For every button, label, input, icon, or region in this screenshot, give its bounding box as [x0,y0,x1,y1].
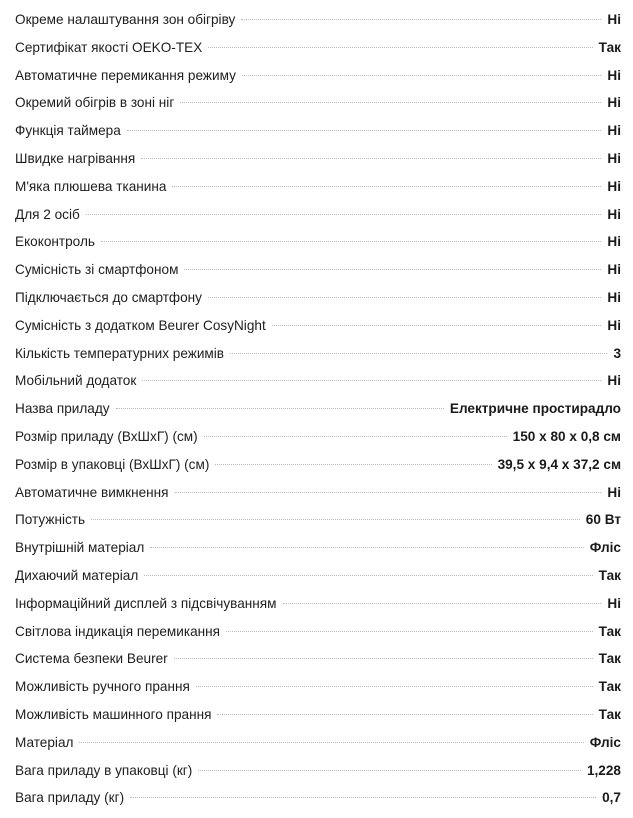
spec-row [15,256,621,284]
spec-row [15,228,621,256]
spec-value: Фліс [589,734,621,750]
spec-row [15,506,621,534]
spec-row [15,395,621,423]
spec-label: Дихаючий матеріал [15,567,139,583]
spec-row [15,590,621,618]
spec-label: Функція таймера [15,123,121,139]
dotted-leader [208,297,601,298]
spec-value: Ні [607,95,621,111]
dotted-leader [272,325,602,326]
spec-row [15,34,621,62]
dotted-leader [175,492,602,493]
spec-row [15,701,621,729]
spec-label: Сумісність з додатком Beurer CosyNight [15,317,266,333]
spec-label: Можливість машинного прання [15,706,212,722]
dotted-leader [180,102,601,103]
spec-value: Ні [607,150,621,166]
spec-label: Інформаційний дисплей з підсвічуванням [15,595,277,611]
spec-label: Розмір в упаковці (ВхШхГ) (см) [15,456,210,472]
dotted-leader [127,130,602,131]
spec-row [15,757,621,785]
dotted-leader [101,241,601,242]
dotted-leader [174,658,593,659]
spec-row [15,423,621,451]
spec-row [15,145,621,173]
spec-row [15,62,621,90]
dotted-leader [242,75,602,76]
spec-label: Розмір приладу (ВхШхГ) (см) [15,428,198,444]
spec-row [15,312,621,340]
spec-row [15,729,621,757]
spec-label: Світлова індикація перемикання [15,623,221,639]
dotted-leader [116,408,444,409]
spec-row [15,284,621,312]
spec-value: Так [598,706,621,722]
spec-row [15,673,621,701]
spec-value: 3 [613,345,621,361]
spec-value: Ні [607,317,621,333]
dotted-leader [130,797,596,798]
spec-value: Ні [607,206,621,222]
dotted-leader [217,714,592,715]
spec-value: Ні [607,262,621,278]
spec-value: Ні [607,595,621,611]
dotted-leader [230,353,607,354]
spec-label: Для 2 осіб [15,206,80,222]
spec-value: Ні [607,484,621,500]
spec-label: Назва приладу [15,401,110,417]
spec-value: Так [598,623,621,639]
dotted-leader [91,519,580,520]
dotted-leader [215,464,491,465]
spec-list [15,6,621,812]
spec-row [15,367,621,395]
spec-row [15,340,621,368]
spec-value: Ні [607,178,621,194]
spec-value: 60 Вт [585,512,621,528]
spec-value: Електричне простирадло [449,401,621,417]
dotted-leader [141,158,601,159]
spec-label: Окремий обігрів в зоні ніг [15,95,175,111]
spec-value: 0,7 [602,790,621,806]
spec-row [15,645,621,673]
spec-label: Кількість температурних режимів [15,345,225,361]
spec-label: Сумісність зі смартфоном [15,262,179,278]
spec-value: Ні [607,67,621,83]
spec-value: 1,228 [586,762,621,778]
spec-row [15,173,621,201]
spec-label: Підключається до смартфону [15,289,202,305]
dotted-leader [142,380,601,381]
spec-row [15,784,621,812]
spec-row [15,451,621,479]
spec-value: Ні [607,373,621,389]
dotted-leader [226,631,593,632]
spec-value: Ні [607,234,621,250]
dotted-leader [283,603,602,604]
dotted-leader [184,269,601,270]
spec-value: Так [598,679,621,695]
spec-value: 39,5 x 9,4 x 37,2 см [497,456,621,472]
spec-label: Внутрішній матеріал [15,540,145,556]
spec-value: Ні [607,123,621,139]
spec-value: Фліс [589,540,621,556]
spec-row [15,618,621,646]
spec-label: Матеріал [15,734,74,750]
spec-value: 150 x 80 x 0,8 см [512,428,621,444]
spec-label: М'яка плюшева тканина [15,178,167,194]
spec-label: Потужність [15,512,86,528]
spec-row [15,89,621,117]
spec-label: Мобільний додаток [15,373,137,389]
spec-label: Вага приладу (кг) [15,790,125,806]
spec-row [15,201,621,229]
dotted-leader [150,547,583,548]
spec-row [15,562,621,590]
spec-row [15,534,621,562]
spec-value: Так [598,567,621,583]
spec-label: Система безпеки Beurer [15,651,168,667]
spec-row [15,117,621,145]
dotted-leader [204,436,507,437]
spec-row [15,6,621,34]
dotted-leader [144,575,592,576]
spec-row [15,479,621,507]
dotted-leader [172,186,601,187]
spec-label: Вага приладу в упаковці (кг) [15,762,193,778]
spec-label: Швидке нагрівання [15,150,136,166]
spec-value: Так [598,39,621,55]
spec-value: Ні [607,289,621,305]
dotted-leader [241,19,601,20]
dotted-leader [198,770,581,771]
spec-label: Сертифікат якості OEKO-TEX [15,39,203,55]
spec-label: Можливість ручного прання [15,679,190,695]
spec-value: Так [598,651,621,667]
dotted-leader [86,214,602,215]
spec-value: Ні [607,12,621,27]
spec-label: Автоматичне перемикання режиму [15,67,236,83]
dotted-leader [79,742,583,743]
spec-label: Екоконтроль [15,234,95,250]
spec-label: Окреме налаштування зон обігріву [15,12,236,27]
dotted-leader [196,686,593,687]
dotted-leader [208,47,592,48]
spec-label: Автоматичне вимкнення [15,484,169,500]
